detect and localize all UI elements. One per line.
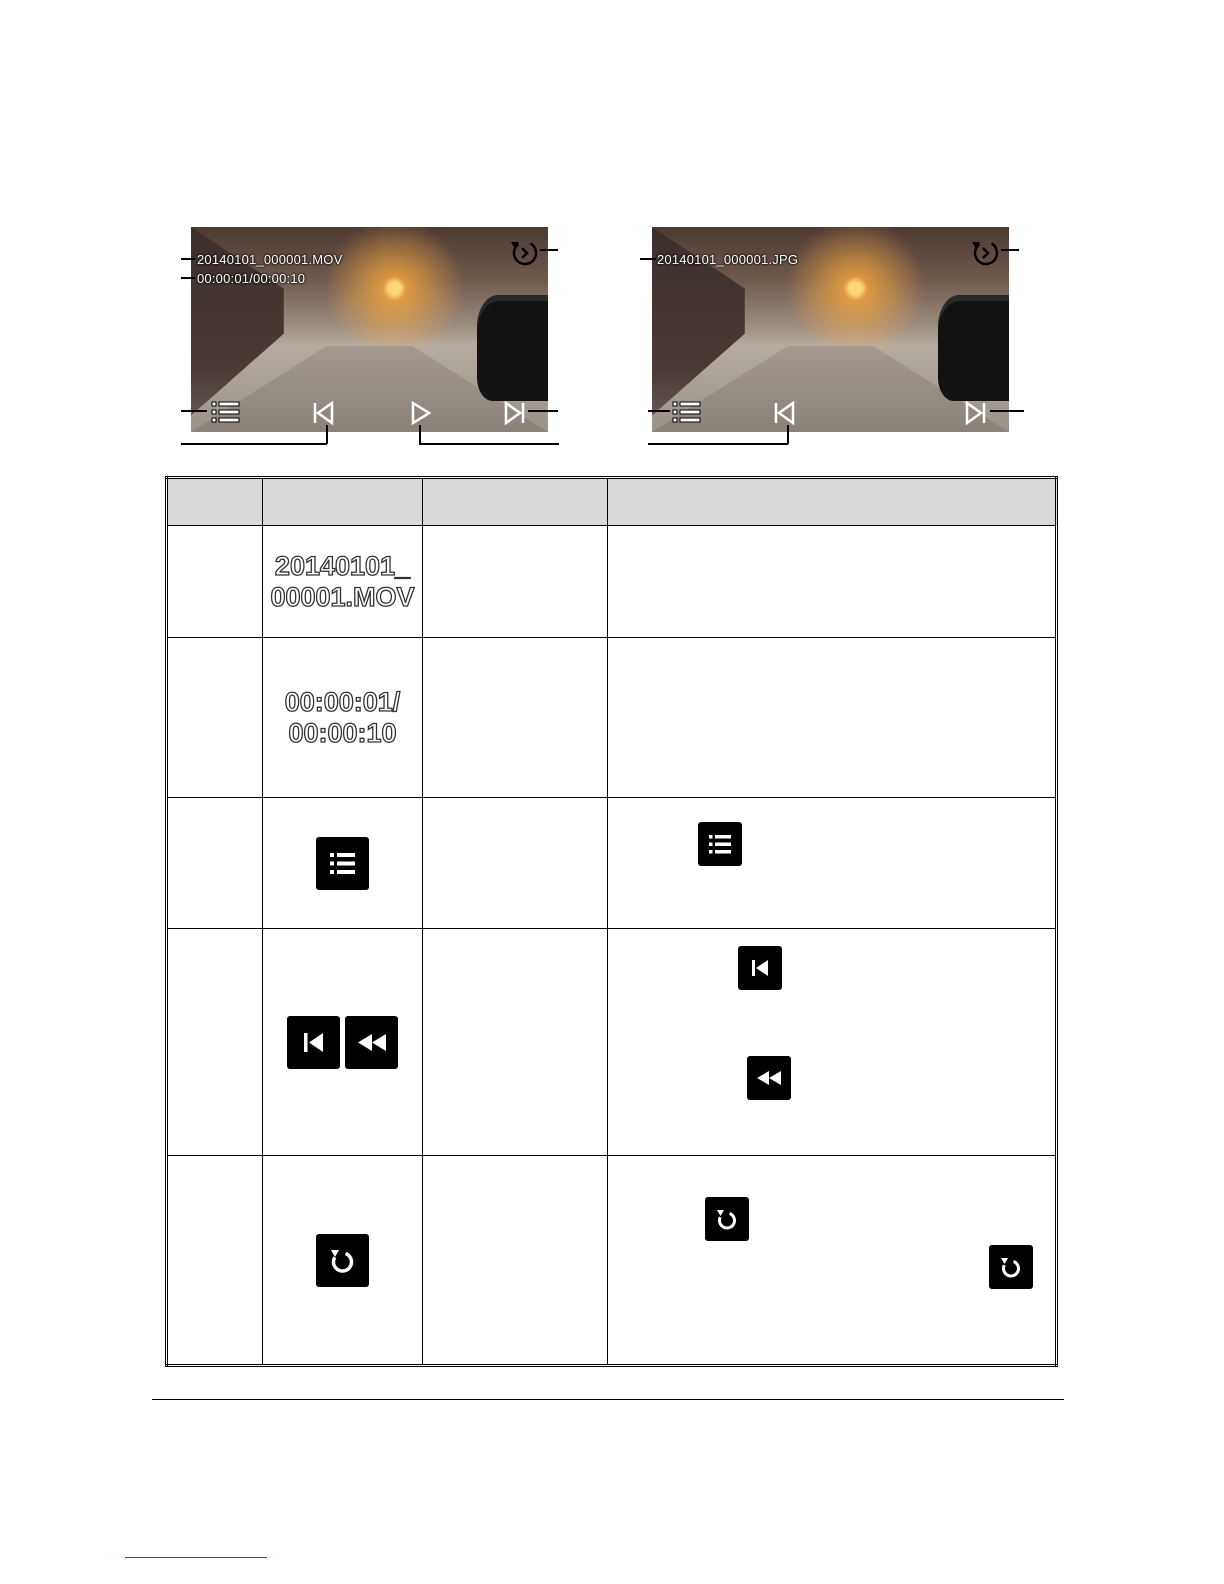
list-icon[interactable] [211,400,241,424]
skip-back-icon [738,946,782,990]
filename-sample: 20140101_ 00001.MOV [270,550,415,612]
callout-line [540,249,558,251]
callout-line [648,410,670,412]
skip-back-icon[interactable] [773,401,795,425]
footer-link-underline[interactable] [125,1557,267,1558]
table-row [167,638,1057,798]
play-icon[interactable] [411,401,431,425]
function-cell [423,638,608,798]
description-cell [608,929,1057,1156]
header-function [423,478,608,526]
header-no [167,478,263,526]
item-cell [263,798,423,929]
video-time: 00:00:01/00:00:10 [197,271,306,286]
description-cell [608,1156,1057,1366]
callout-line [787,425,789,444]
rotate-icon [705,1197,749,1241]
function-cell [423,1156,608,1366]
item-cell [263,638,423,798]
rotate-icon [316,1234,369,1287]
rotate-icon [989,1245,1033,1289]
header-description [608,478,1057,526]
video-playback-screen [191,227,548,432]
callout-line [419,425,421,444]
row-number [167,1156,263,1366]
callout-line [1001,249,1019,251]
footer-divider [152,1399,1064,1400]
car [938,295,1009,402]
row-number [167,638,263,798]
photo-playback-screen [652,227,1009,432]
time-sample: 00:00:01/ 00:00:10 [284,686,401,748]
list-icon[interactable] [672,400,702,424]
callout-line [181,277,195,279]
list-icon [698,822,742,866]
row-number [167,798,263,929]
callout-line [640,258,656,260]
car [477,295,548,402]
header-item [263,478,423,526]
item-cell [263,526,423,638]
table-header-row [167,478,1057,526]
callout-line [648,443,788,445]
skip-forward-icon[interactable] [504,401,526,425]
skip-back-icon[interactable] [312,401,334,425]
rotate-icon[interactable] [969,236,1003,268]
rotate-icon[interactable] [508,236,542,268]
table-row [167,1156,1057,1366]
callout-line [990,410,1024,412]
function-cell [423,798,608,929]
description-cell [608,798,1057,929]
callout-line [528,410,558,412]
callout-line [419,443,559,445]
description-cell [608,638,1057,798]
function-cell [423,929,608,1156]
skip-back-icon [287,1016,340,1069]
photo-filename: 20140101_000001.JPG [657,252,799,267]
icon-reference-table [165,476,1058,1367]
skip-forward-icon[interactable] [965,401,987,425]
function-cell [423,526,608,638]
list-icon [316,837,369,890]
rewind-icon [747,1056,791,1100]
callout-line [326,425,328,444]
callout-line [181,410,207,412]
callout-line [181,443,327,445]
item-cell [263,1156,423,1366]
table-row [167,798,1057,929]
table-row [167,929,1057,1156]
item-cell [263,929,423,1156]
row-number [167,929,263,1156]
description-cell [608,526,1057,638]
rewind-icon [345,1016,398,1069]
video-filename: 20140101_000001.MOV [197,252,343,267]
table-row [167,526,1057,638]
callout-line [181,258,195,260]
row-number [167,526,263,638]
